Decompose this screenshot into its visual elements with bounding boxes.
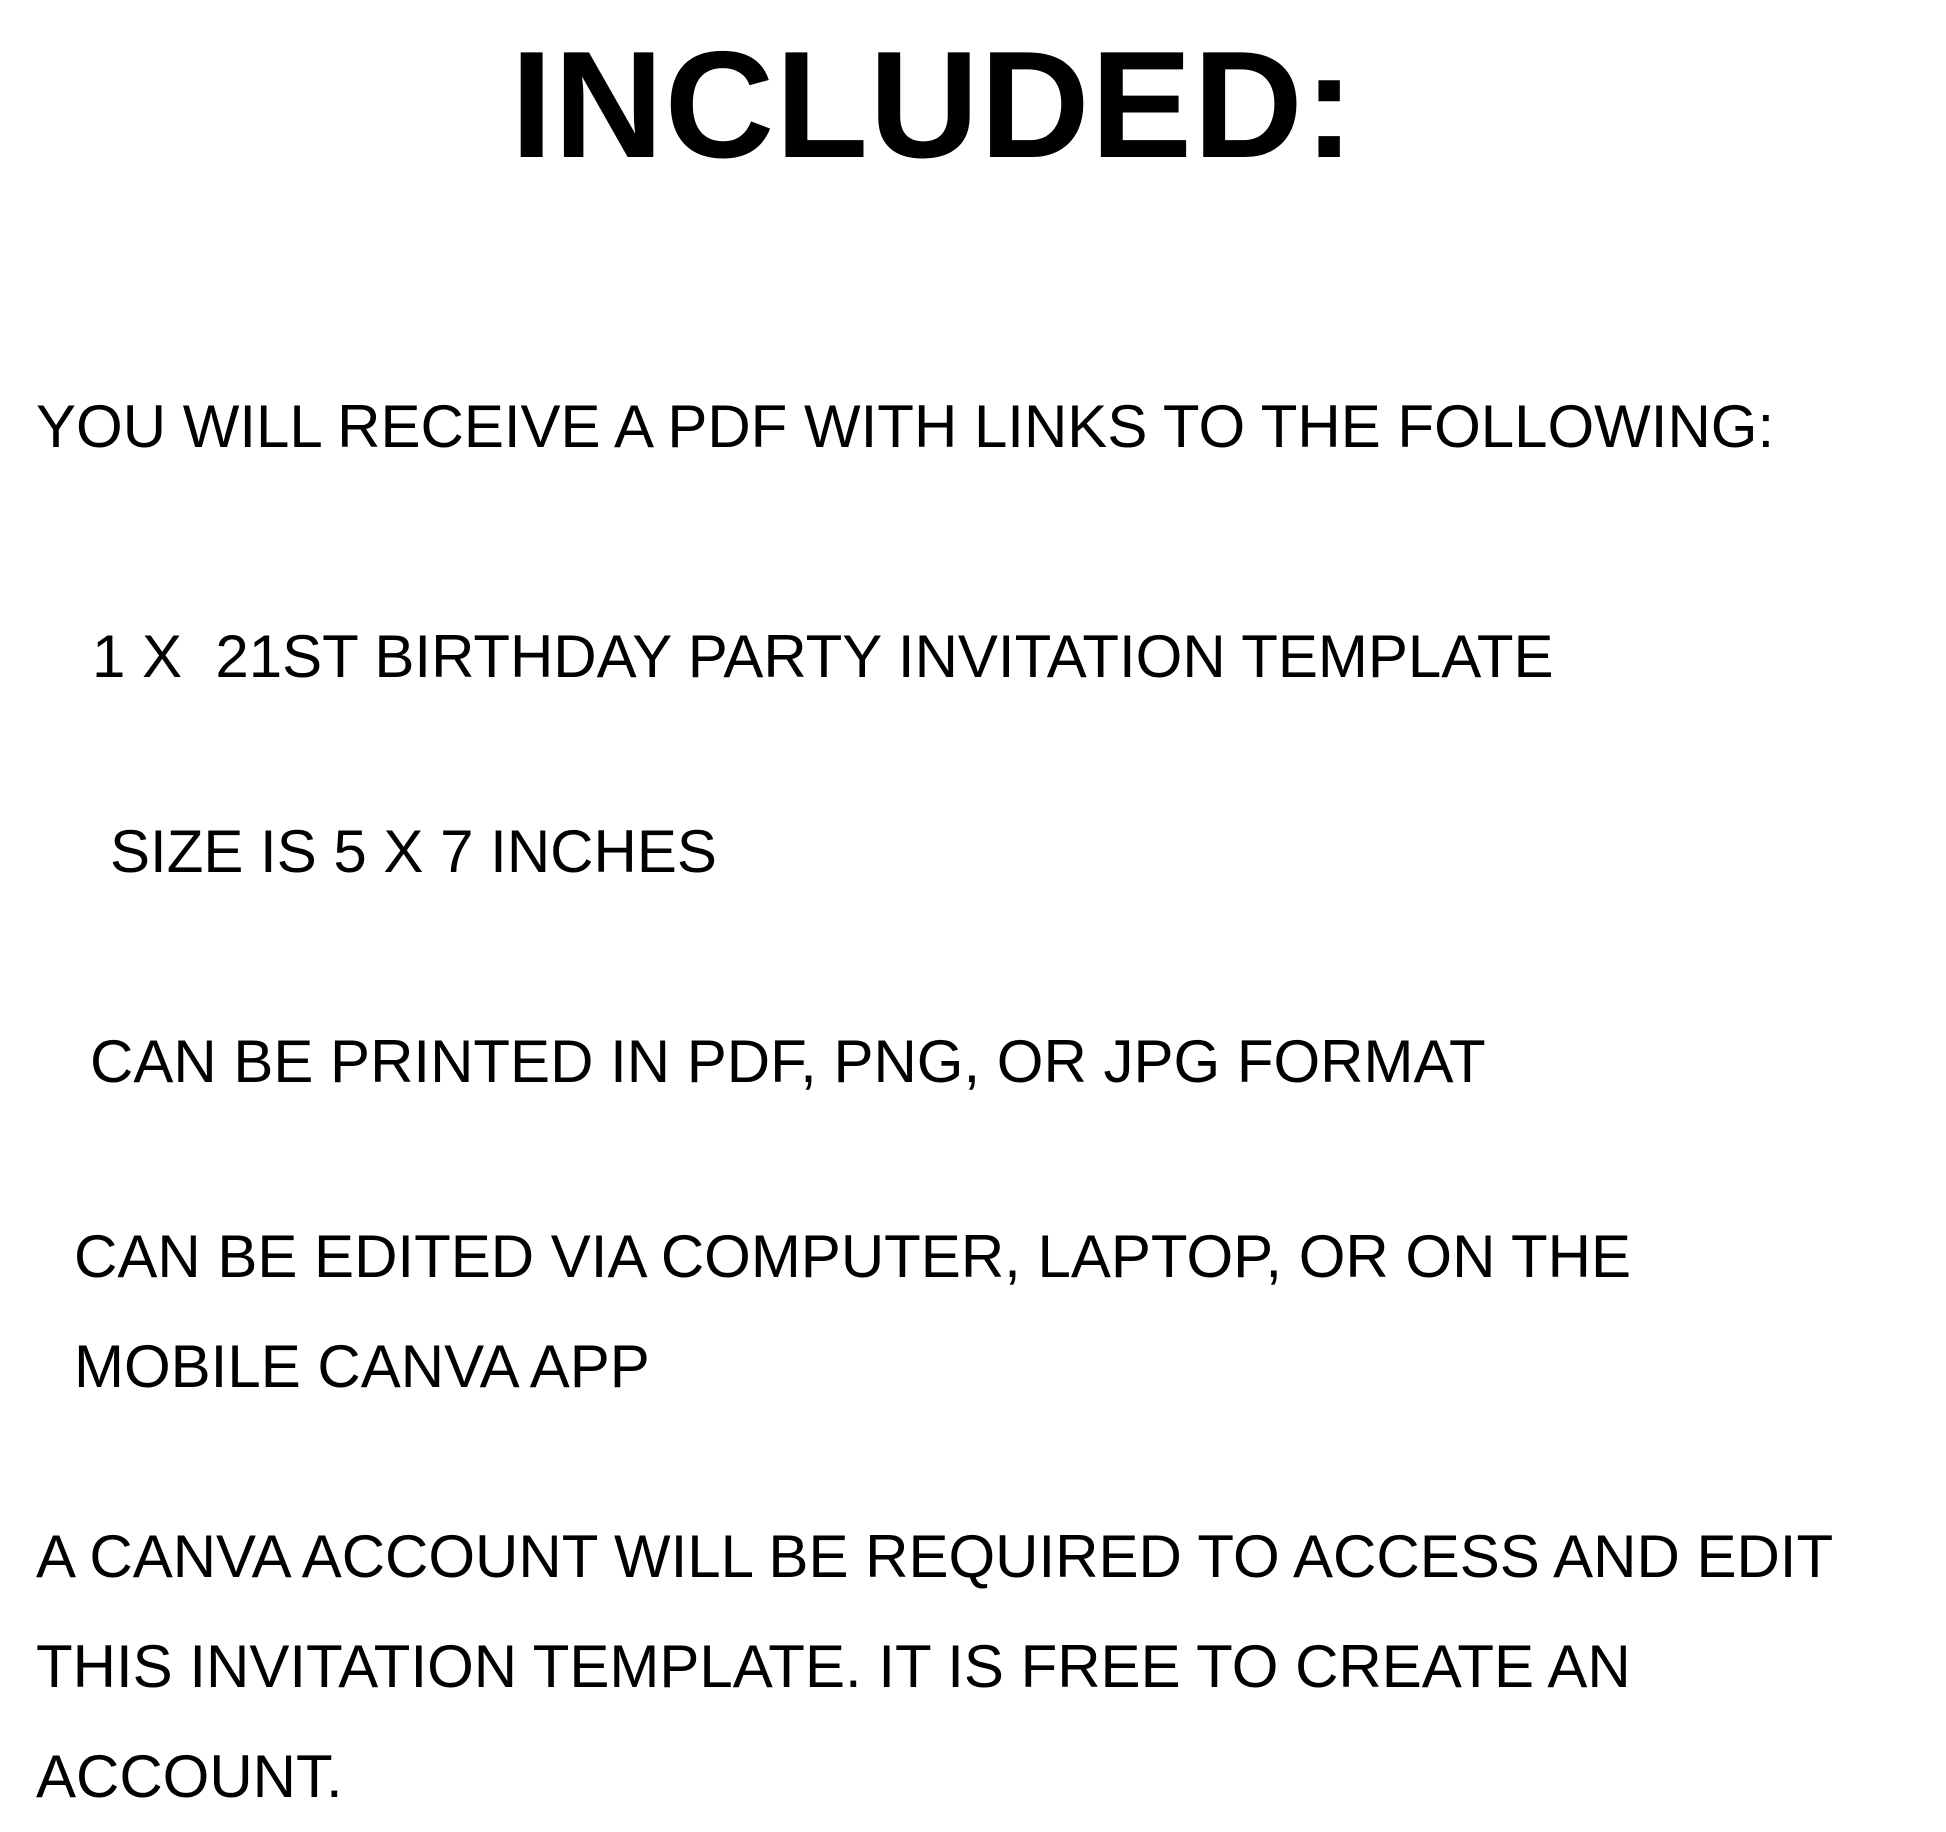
list-item-size: SIZE IS 5 X 7 INCHES: [110, 817, 717, 885]
list-item-edit-devices: CAN BE EDITED VIA COMPUTER, LAPTOP, OR ON THE MOBILE CANVA APP: [74, 1222, 1648, 1400]
intro-text: YOU WILL RECEIVE A PDF WITH LINKS TO THE FOLLOWING:: [36, 392, 1775, 460]
list-item-print-formats: CAN BE PRINTED IN PDF, PNG, OR JPG FORMAT: [90, 1027, 1486, 1095]
page-title: INCLUDED:: [510, 20, 1356, 190]
list-item-canva-account: A CANVA ACCOUNT WILL BE REQUIRED TO ACCESS AND EDIT THIS INVITATION TEMPLATE. IT IS FREE TO CREATE AN ACCOUNT.: [36, 1522, 1848, 1810]
list-item-template: 1 X 21ST BIRTHDAY PARTY INVITATION TEMPLATE: [92, 622, 1554, 690]
